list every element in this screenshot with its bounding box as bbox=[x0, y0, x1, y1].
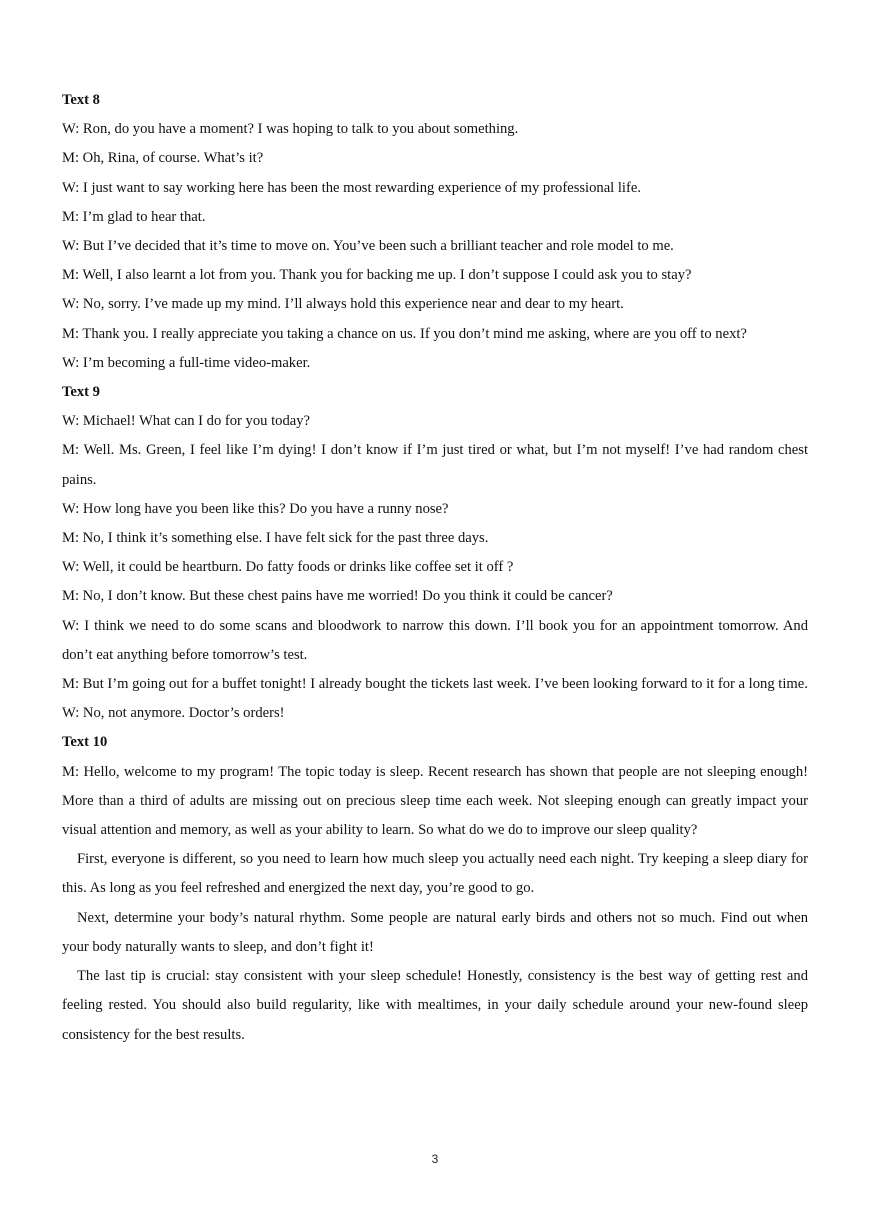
dialogue-line: M: Thank you. I really appreciate you taking a chance on us. If you don’t mind me asking, where are you off to next? bbox=[62, 325, 747, 342]
dialogue-line: W: How long have you been like this? Do you have a runny nose? bbox=[62, 500, 449, 517]
dialogue-line: W: But I’ve decided that it’s time to move on. You’ve been such a brilliant teacher and role model to me. bbox=[62, 238, 674, 255]
dialogue-line: M: But I’m going out for a buffet tonight! I already bought the tickets last week. I’ve been looking forward to it for a long time. bbox=[62, 676, 808, 693]
dialogue-line: W: I think we need to do some scans and bloodwork to narrow this down. I’ll book you for an appointment tomorrow. And don’t eat anything before tomorrow’s test. bbox=[62, 617, 808, 663]
text-10-section bbox=[62, 728, 808, 1049]
monologue-paragraph: M: Hello, welcome to my program! The topic today is sleep. Recent research has shown that people are not sleeping enough! More than a third of adults are missing out on precious sleep time each week. Not sleeping enough can greatly impact your visual attention and memory, as well as your ability to learn. So what do we do to improve our sleep quality? bbox=[62, 763, 808, 839]
dialogue-line: W: No, sorry. I’ve made up my mind. I’ll always hold this experience near and dear to my heart. bbox=[62, 296, 624, 313]
dialogue-line: W: No, not anymore. Doctor’s orders! bbox=[62, 705, 285, 722]
monologue-paragraph: Next, determine your body’s natural rhythm. Some people are natural early birds and others not so much. Find out when your body naturally wants to sleep, and don’t fight it! bbox=[62, 909, 808, 955]
dialogue-line: W: Michael! What can I do for you today? bbox=[62, 413, 311, 430]
document-page bbox=[62, 86, 808, 1050]
dialogue-line: M: No, I don’t know. But these chest pains have me worried! Do you think it could be cancer? bbox=[62, 588, 613, 605]
dialogue-line: W: Well, it could be heartburn. Do fatty foods or drinks like coffee set it off ? bbox=[62, 559, 514, 576]
monologue-paragraph: First, everyone is different, so you need to learn how much sleep you actually need each night. Try keeping a sleep diary for this. As long as you feel refreshed and energized the next day, you’re good to go. bbox=[62, 851, 808, 897]
text-9-section bbox=[62, 378, 808, 728]
monologue-paragraph: The last tip is crucial: stay consistent with your sleep schedule! Honestly, consistency is the best way of getting rest and feeling rested. You should also build regularity, like with mealtimes, in your daily schedule around your new-found sleep consistency for the best results. bbox=[62, 968, 808, 1043]
text-8-section bbox=[62, 86, 808, 378]
page-number: 3 bbox=[431, 1152, 439, 1166]
dialogue-line: W: Ron, do you have a moment? I was hoping to talk to you about something. bbox=[62, 121, 519, 138]
section-heading: Text 9 bbox=[62, 384, 100, 401]
dialogue-line: M: Well, I also learnt a lot from you. Thank you for backing me up. I don’t suppose I could ask you to stay? bbox=[62, 267, 692, 284]
section-heading: Text 8 bbox=[62, 92, 100, 108]
dialogue-line: W: I just want to say working here has been the most rewarding experience of my professional life. bbox=[62, 179, 641, 196]
dialogue-line: M: No, I think it’s something else. I have felt sick for the past three days. bbox=[62, 530, 489, 547]
dialogue-line: M: Well. Ms. Green, I feel like I’m dying! I don’t know if I’m just tired or what, but I’m not myself! I’ve had random chest pains. bbox=[62, 442, 808, 488]
section-heading: Text 10 bbox=[62, 734, 108, 751]
dialogue-line: M: Oh, Rina, of course. What’s it? bbox=[62, 150, 264, 167]
dialogue-line: W: I’m becoming a full-time video-maker. bbox=[62, 354, 311, 371]
dialogue-line: M: I’m glad to hear that. bbox=[62, 208, 206, 225]
